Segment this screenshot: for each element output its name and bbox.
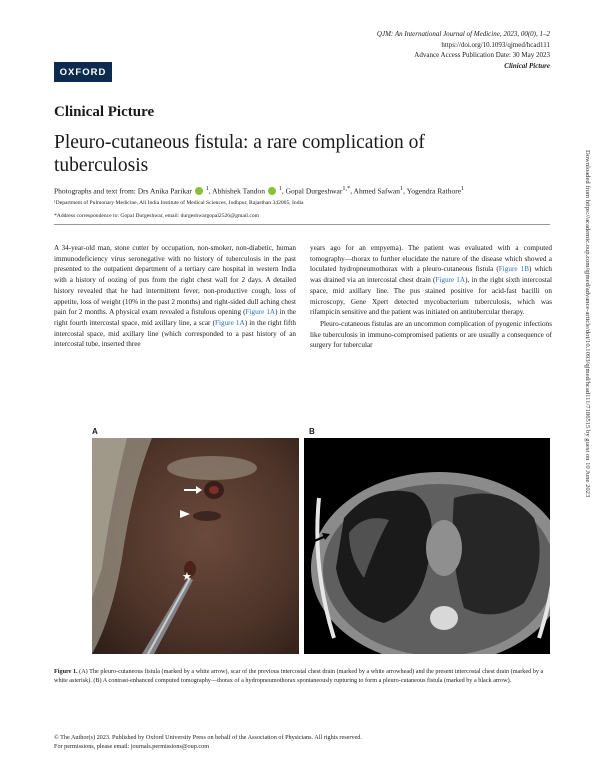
author-1: Anika Parikar <box>150 186 192 196</box>
figure-label-a: A <box>92 427 98 436</box>
white-asterisk-icon: ★ <box>182 570 192 583</box>
header-divider <box>54 224 550 225</box>
chest-wall-photo <box>92 438 299 654</box>
download-note: Downloaded from https://academic.oup.com/qjmed/advance-article/doi/10.1093/qjmed/hcad111/7186515 by guest on 10 June 2023 <box>584 150 591 498</box>
text: A 34-year-old man, stone cutter by occupation, non-smoker, non-diabetic, human immunodeficiency virus seronegative with no history of tuberculosis in the past presented to the outpatient department of a tertiary care hospital in western India with a history of oozing of pus from the right chest wall for 2 days. A detailed history revealed that he had intermittent fever, non-productive cough, loss of appetite, loss of weight (10% in the past 2 months) and right-sided dull aching chest pain for 2 months. A physical exam revealed a fistulous opening ( <box>54 244 296 317</box>
paragraph <box>310 243 552 318</box>
copyright-line: © The Author(s) 2023. Published by Oxford University Press on behalf of the Association of Physicians. All rights reserved. <box>54 734 362 741</box>
journal-line: QJM: An International Journal of Medicine, 2023, 00(0), 1–2 <box>376 30 550 38</box>
figure-link[interactable]: Figure 1B <box>498 265 529 274</box>
download-sidebar <box>584 150 594 620</box>
text: ) which was drained via an intercostal chest drain ( <box>310 265 553 285</box>
text: ), in the right sixth intercostal space, mid axillary line. The pus stained positive for acid-fast bacilli on microscopy, Gene Xpert detected mycobacterium tuberculosis, which was rifampicin sensitive and the patient was initiated on antitubercular therapy. <box>310 276 552 317</box>
paragraph <box>54 243 296 350</box>
correspondence: *Address correspondence to: Gopal Durgeshwar, email: durgeshwargopal2526@gmail.com <box>54 213 260 219</box>
permissions-line: For permissions, please email: journals.permissions@oup.com <box>54 743 210 750</box>
advance-access-date: Advance Access Publication Date: 30 May 2023 <box>414 51 550 59</box>
section-heading: Clinical Picture <box>54 104 155 120</box>
text: ) in the right fifth intercostal space, mid axillary line (which corresponded to a past history of an intercostal tube, inserted three <box>54 318 296 349</box>
author-list: Photographs and text from: Drs Anika Parikar $^1$, Abhishek Tandon $^1$, Gopal Durgeshwar$^{1,*}$, Ahmed Safwan$^1$, Yogendra Rathore$^1$ <box>54 185 465 196</box>
author-2: Abhishek Tandon <box>212 186 266 196</box>
caption-label: Figure 1. <box>54 668 78 675</box>
oxford-logo: OXFORD <box>54 62 112 82</box>
figure-label-b: B <box>309 427 315 436</box>
text: years ago for an empyema). The patient was evaluated with a computed tomography—thorax to further elucidate the nature of the disease which showed a loculated hydropneumothorax with a pleuro-cutaneous fistula ( <box>310 244 552 274</box>
paragraph: Pleuro-cutaneous fistulas are an uncommon complication of pyogenic infections like tuberculosis in immuno-compromised patients or are usually a consequence of surgery for tubercular <box>310 319 552 350</box>
author-prefix: Photographs and text from: Drs <box>54 186 151 196</box>
author-5-sup: 1 <box>461 185 465 192</box>
orcid-icon[interactable] <box>268 187 276 195</box>
doi-link[interactable]: https://doi.org/10.1093/qjmed/hcad111 <box>441 40 550 49</box>
author-2-sup: 1 <box>278 185 282 192</box>
figure-1a-photo <box>92 438 299 654</box>
author-3-sup: 1,* <box>342 185 351 192</box>
author-4: Ahmed Safwan <box>353 186 400 196</box>
caption-text: (A) The pleuro-cutaneous fistula (marked by a white arrow), scar of the previous intercostal chest drain (marked by a white arrowhead) and the present intercostal chest drain (marked by a white asterisk). (B) A contrast-enhanced computed tomography—thorax of a hydropneumothorax spontaneously rupturing to form a pleuro-cutaneous fistula (marked by a black arrow). <box>54 668 544 684</box>
article-type: Clinical Picture <box>504 61 550 70</box>
figure-1b-ct-scan <box>304 438 550 654</box>
affiliation: ¹Department of Pulmonary Medicine, All India Institute of Medical Sciences, Jodhpur, Rajasthan 342005, India <box>54 200 304 206</box>
orcid-icon[interactable] <box>195 187 203 195</box>
figure-link[interactable]: Figure 1A <box>215 318 245 327</box>
article-title: Pleuro-cutaneous fistula: a rare complication of tuberculosis <box>54 132 425 176</box>
figure-link[interactable]: Figure 1A <box>435 276 466 285</box>
author-3: Gopal Durgeshwar <box>285 186 343 196</box>
body-column-left <box>54 243 296 350</box>
text: ) in the right fourth intercostal space, mid axillary line, a scar ( <box>54 308 296 327</box>
figure-link[interactable]: Figure 1A <box>245 308 276 317</box>
figure-caption <box>54 667 550 685</box>
author-1-sup: 1 <box>205 185 209 192</box>
author-5: Yogendra Rathore <box>406 186 462 196</box>
journal-header <box>377 29 550 71</box>
page-footer <box>54 733 362 751</box>
ct-thorax-image <box>304 438 550 654</box>
body-column-right <box>310 243 552 351</box>
author-4-sup: 1 <box>399 185 404 192</box>
